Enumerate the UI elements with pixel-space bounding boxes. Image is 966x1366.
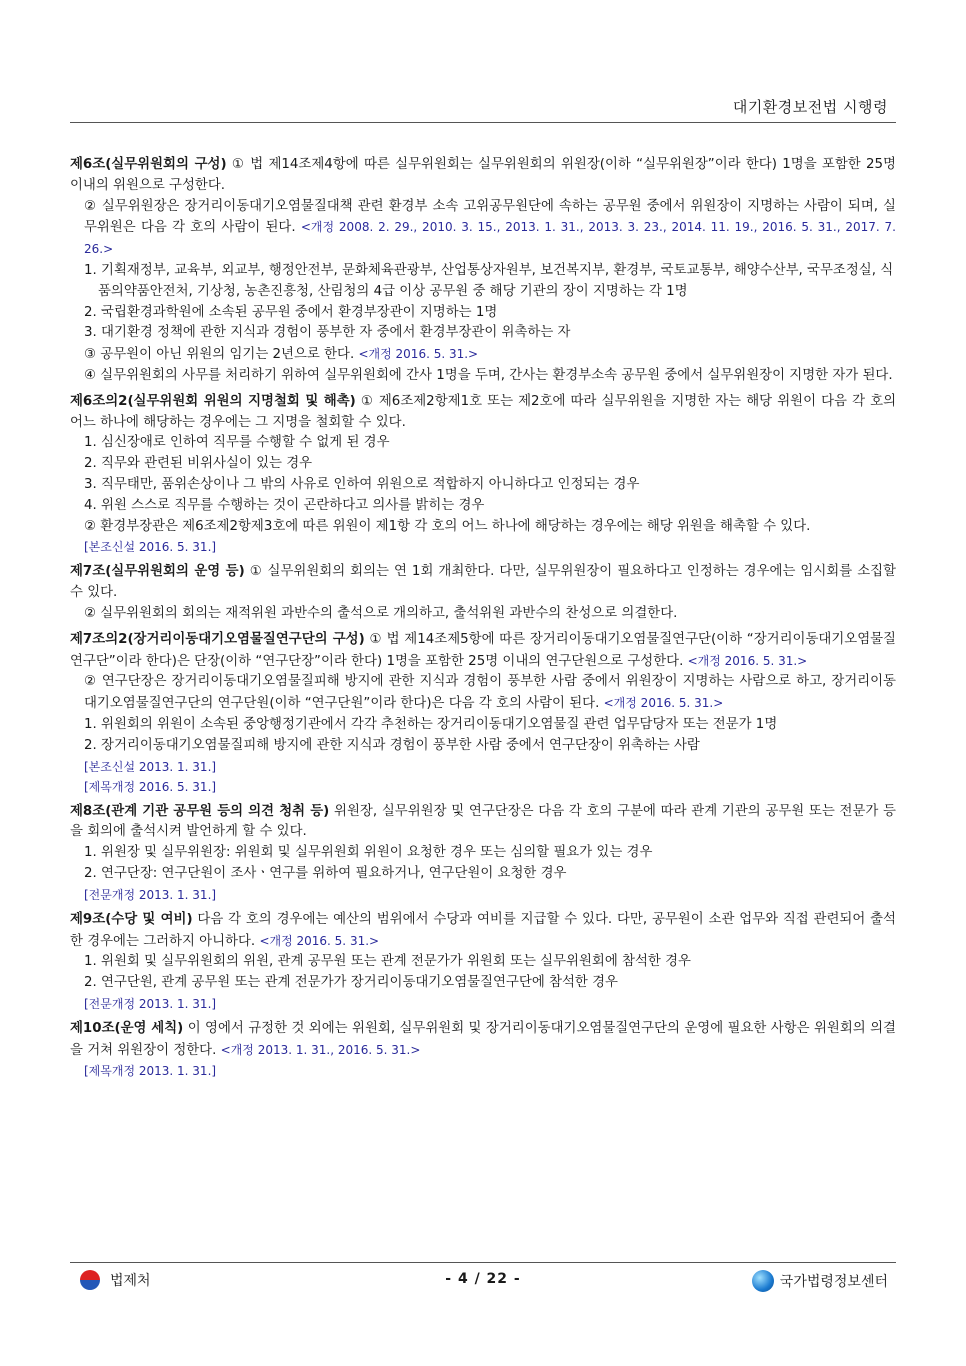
article-paragraph [70,910,896,953]
article-paragraph [70,392,896,434]
amendment-note: <개정 2016. 5. 31.> [687,653,808,668]
amendment-note: <개정 2016. 5. 31.> [603,696,724,711]
article-7-2 [70,630,896,797]
article-paragraph [70,1019,896,1062]
amendment-note: <개정 2016. 5. 31.> [358,347,479,362]
paragraph-text: ① 법 제14조제4항에 따른 실무위원회는 실무위원회의 위원장(이하 “실무위원장”이라 한다) 1명을 포함한 25명 이내의 위원으로 구성한다. [70,157,896,193]
paragraph-text: 다음 각 호의 경우에는 예산의 범위에서 수당과 여비를 지급할 수 있다. 다만, 공무원이 소관 업무와 직접 관련되어 출석한 경우에는 그러하지 아니하다. [70,911,896,949]
article-heading: 제6조(실무위원회의 구성) [70,157,227,172]
article-paragraph [70,344,896,366]
document-title: 대기환경보전법 시행령 [732,98,888,116]
article-heading: 제8조(관계 기관 공무원 등의 의견 청취 등) [70,803,330,819]
footer-right [752,1270,888,1292]
list-item: 4. 위원 스스로 직무를 수행하는 것이 곤란하다고 의사를 밝히는 경우 [84,497,485,513]
amendment-note: [제목개정 2016. 5. 31.] [84,779,217,794]
list-item: 3. 대기환경 정책에 관한 지식과 경험이 풍부한 자 중에서 환경부장관이 위촉하는 자 [84,325,571,341]
paragraph-text: 위원장, 실무위원장 및 연구단장은 다음 각 호의 구분에 따라 관계 기관의 공무원 또는 전문가 등을 회의에 출석시켜 발언하게 할 수 있다. [70,803,896,840]
list-item: 2. 연구단장: 연구단원이 조사ㆍ연구를 위하여 필요하거나, 연구단원이 요청한 경우 [84,865,567,881]
article-paragraph [70,197,896,261]
list-item: 2. 연구단원, 관계 공무원 또는 관계 전문가가 장거리이동대기오염물질연구단에 참석한 경우 [84,975,618,991]
law-center-label: 국가법령정보센터 [779,1274,888,1290]
amendment-note: <개정 2013. 1. 31., 2016. 5. 31.> [220,1042,421,1057]
list-item: 1. 위원회의 위원이 소속된 중앙행정기관에서 각각 추천하는 장거리이동대기오염물질 관련 업무담당자 또는 전문가 1명 [84,716,778,732]
article-10 [70,1019,896,1082]
article-paragraph: ② 실무위원회의 회의는 재적위원 과반수의 출석으로 개의하고, 출석위원 과반수의 찬성으로 의결한다. [84,605,678,621]
amendment-note: [본조신설 2013. 1. 31.] [84,759,217,774]
article-heading: 제9조(수당 및 여비) [70,911,193,927]
article-heading: 제7조(실무위원회의 운영 등) [70,564,245,580]
article-6-2 [70,392,896,558]
paragraph-text: ③ 공무원이 아닌 위원의 임기는 2년으로 한다. [84,347,359,363]
article-9 [70,910,896,1014]
amendment-note: [전문개정 2013. 1. 31.] [84,887,217,902]
article-heading: 제7조의2(장거리이동대기오염물질연구단의 구성) [70,631,365,647]
page-footer [70,1268,896,1296]
list-item: 1. 심신장애로 인하여 직무를 수행할 수 없게 된 경우 [84,435,390,451]
article-paragraph [70,672,896,715]
paragraph-text: ② 실무위원장은 장거리이동대기오염물질대책 관련 환경부 소속 고위공무원단에 속하는 공무원 중에서 위원장이 지명하는 사람이 되며, 실무위원은 다음 각 호의 사람이 된다. [84,198,896,236]
paragraph-text: ① 실무위원회의 회의는 연 1회 개최한다. 다만, 실무위원장이 필요하다고 인정하는 경우에는 임시회를 소집할 수 있다. [70,564,896,601]
amendment-note: <개정 2016. 5. 31.> [259,933,380,948]
article-paragraph [70,155,896,197]
list-item: 3. 직무태만, 품위손상이나 그 밖의 사유로 인하여 위원으로 적합하지 아니하다고 인정되는 경우 [84,476,640,492]
list-item: 1. 위원회 및 실무위원회의 위원, 관계 공무원 또는 관계 전문가가 위원회 또는 실무위원회에 참석한 경우 [84,954,691,970]
article-heading: 제6조의2(실무위원회 위원의 지명철회 및 해촉) [70,393,356,409]
paragraph-text: 이 영에서 규정한 것 외에는 위원회, 실무위원회 및 장거리이동대기오염물질연구단의 운영에 필요한 사항은 위원회의 의결을 거쳐 위원장이 정한다. [70,1020,896,1058]
list-item: 1. 위원장 및 실무위원장: 위원회 및 실무위원회 위원이 요청한 경우 또는 심의할 필요가 있는 경우 [84,845,653,861]
article-heading: 제10조(운영 세칙) [70,1020,184,1036]
ministry-label: 법제처 [110,1273,151,1289]
footer-divider [70,1262,896,1263]
article-7 [70,562,896,624]
article-paragraph: ④ 실무위원회의 사무를 처리하기 위하여 실무위원회에 간사 1명을 두며, 간사는 환경부소속 공무원 중에서 실무위원장이 지명한 자가 된다. [84,367,893,383]
paragraph-text: ① 법 제14조제5항에 따른 장거리이동대기오염물질연구단(이하 “장거리이동대기오염물질연구단”이라 한다)은 단장(이하 “연구단장”이라 한다) 1명을 포함한 25명 이내의 연구단원으로 구성한다. [70,631,896,669]
amendment-note: [전문개정 2013. 1. 31.] [84,996,217,1011]
list-item: 2. 장거리이동대기오염물질피해 방지에 관한 지식과 경험이 풍부한 사람 중에서 연구단장이 위촉하는 사람 [84,737,700,753]
list-item: 2. 직무와 관련된 비위사실이 있는 경우 [84,456,313,472]
document-body [70,155,896,1086]
amendment-note: [본조신설 2016. 5. 31.] [84,540,217,555]
amendment-note: <개정 2008. 2. 29., 2010. 3. 15., 2013. 1. 31., 2013. 3. 23., 2014. 11. 19., 2016. 5. 31., 2017. 7. 26.> [84,220,896,257]
globe-logo-icon [752,1270,774,1292]
article-paragraph [70,802,896,844]
article-paragraph: ② 환경부장관은 제6조제2항제3호에 따른 위원이 제1항 각 호의 어느 하나에 해당하는 경우에는 해당 위원을 해촉할 수 있다. [84,518,811,534]
article-8 [70,802,896,905]
paragraph-text: ① 제6조제2항제1호 또는 제2호에 따라 실무위원을 지명한 자는 해당 위원이 다음 각 호의 어느 하나에 해당하는 경우에는 그 지명을 철회할 수 있다. [70,393,897,430]
header-divider [70,122,896,123]
article-paragraph [70,562,896,604]
paragraph-text: ② 연구단장은 장거리이동대기오염물질피해 방지에 관한 지식과 경험이 풍부한 사람 중에서 위원장이 지명하는 사람으로 하고, 장거리이동대기오염물질연구단의 연구단원(이하 “연구단원”이라 한다)은 다음 각 호의 사람이 된다. [84,674,896,712]
amendment-note: [제목개정 2013. 1. 31.] [84,1064,217,1079]
page-number: - 4 / 22 - [445,1271,521,1287]
list-item: 1. 기획재정부, 교육부, 외교부, 행정안전부, 문화체육관광부, 산업통상자원부, 보건복지부, 환경부, 국토교통부, 해양수산부, 국무조정실, 식품의약품안전처, 기상청, 농촌진흥청, 산림청의 4급 이상 공무원 중 해당 기관의 장이 지명하는 각 1명 [84,262,894,299]
list-item: 2. 국립환경과학원에 소속된 공무원 중에서 환경부장관이 지명하는 1명 [84,304,498,320]
article-paragraph [70,630,896,673]
article-6 [70,155,896,387]
